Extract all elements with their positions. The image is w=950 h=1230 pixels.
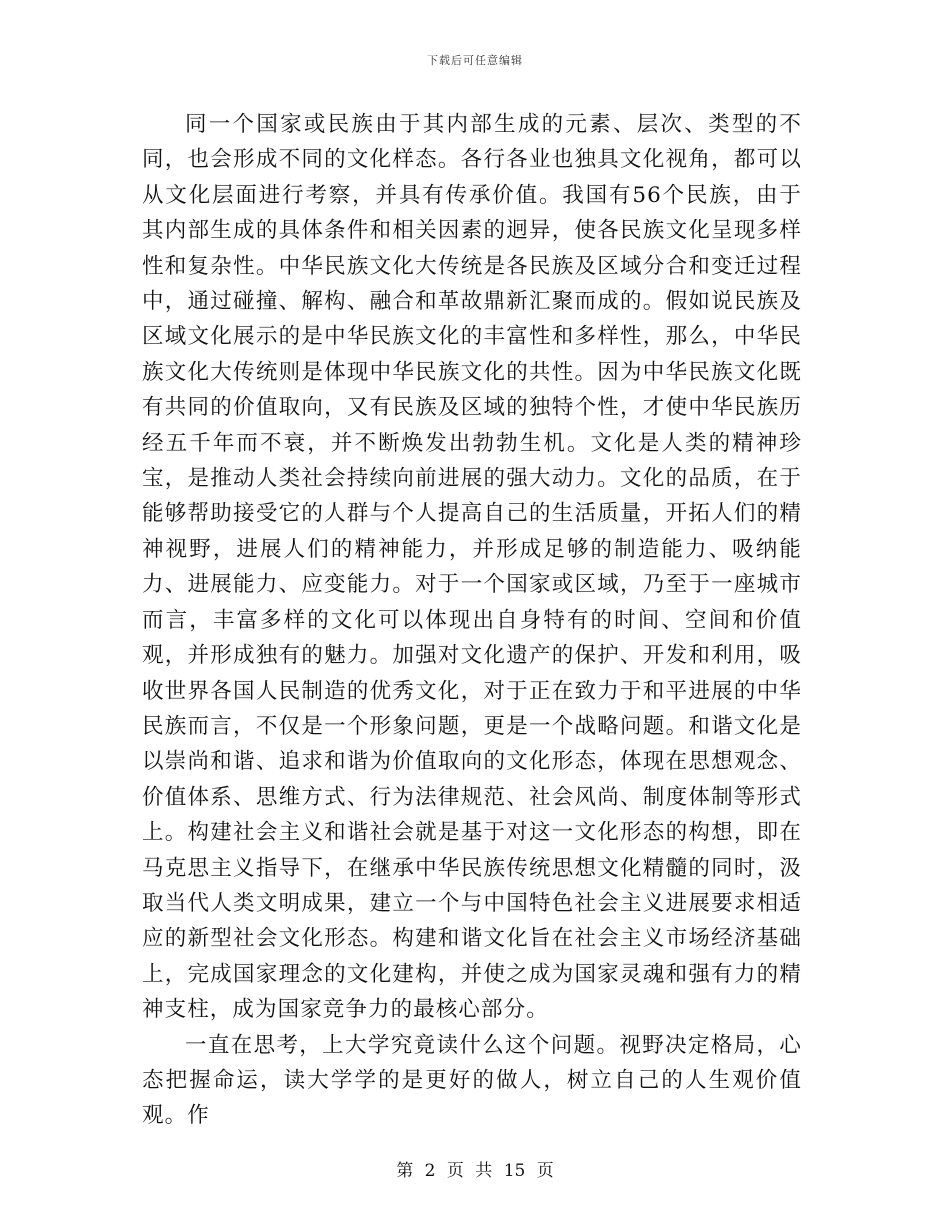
page-number-footer: 第 2 页 共 15 页 (396, 1161, 554, 1181)
body-paragraph-1: 同一个国家或民族由于其内部生成的元素、层次、类型的不同，也会形成不同的文化样态。各行各业也独具文化视角，都可以从文化层面进行考察，并具有传承价值。我国有56个民族，由于其内部生成的具体条件和相关因素的迥异，使各民族文化呈现多样性和复杂性。中华民族文化大传统是各民族及区域分合和变迁过程中，通过碰撞、解构、融合和革故鼎新汇聚而成的。假如说民族及区域文化展示的是中华民族文化的丰富性和多样性，那么，中华民族文化大传统则是体现中华民族文化的共性。因为中华民族文化既有共同的价值取向，又有民族及区域的独特个性，才使中华民族历经五千年而不衰，并不断焕发出勃勃生机。文化是人类的精神珍宝，是推动人类社会持续向前进展的强大动力。文化的品质，在于能够帮助接受它的人群与个人提高自己的生活质量，开拓人们的精神视野，进展人们的精神能力，并形成足够的制造能力、吸纳能力、进展能力、应变能力。对于一个国家或区域，乃至于一座城市而言，丰富多样的文化可以体现出自身特有的时间、空间和价值观，并形成独有的魅力。加强对文化遗产的保护、开发和利用，吸收世界各国人民制造的优秀文化，对于正在致力于和平进展的中华民族而言，不仅是一个形象问题，更是一个战略问题。和谐文化是以崇尚和谐、追求和谐为价值取向的文化形态，体现在思想观念、价值体系、思维方式、行为法律规范、社会风尚、制度体制等形式上。构建社会主义和谐社会就是基于对这一文化形态的构想，即在马克思主义指导下，在继承中华民族传统思想文化精髓的同时，汲取当代人类文明成果，建立一个与中国特色社会主义进展要求相适应的新型社会文化形态。构建和谐文化旨在社会主义市场经济基础上，完成国家理念的文化建构，并使之成为国家灵魂和强有力的精神支柱，成为国家竞争力的最核心部分。 (142, 112, 802, 1023)
page-header-note: 下载后可任意编辑 (427, 54, 523, 67)
body-paragraph-2: 一直在思考，上大学究竟读什么这个问题。视野决定格局，心态把握命运，读大学学的是更好的做人，树立自己的人生观价值观。作 (142, 1032, 802, 1129)
document-body (142, 107, 802, 1134)
